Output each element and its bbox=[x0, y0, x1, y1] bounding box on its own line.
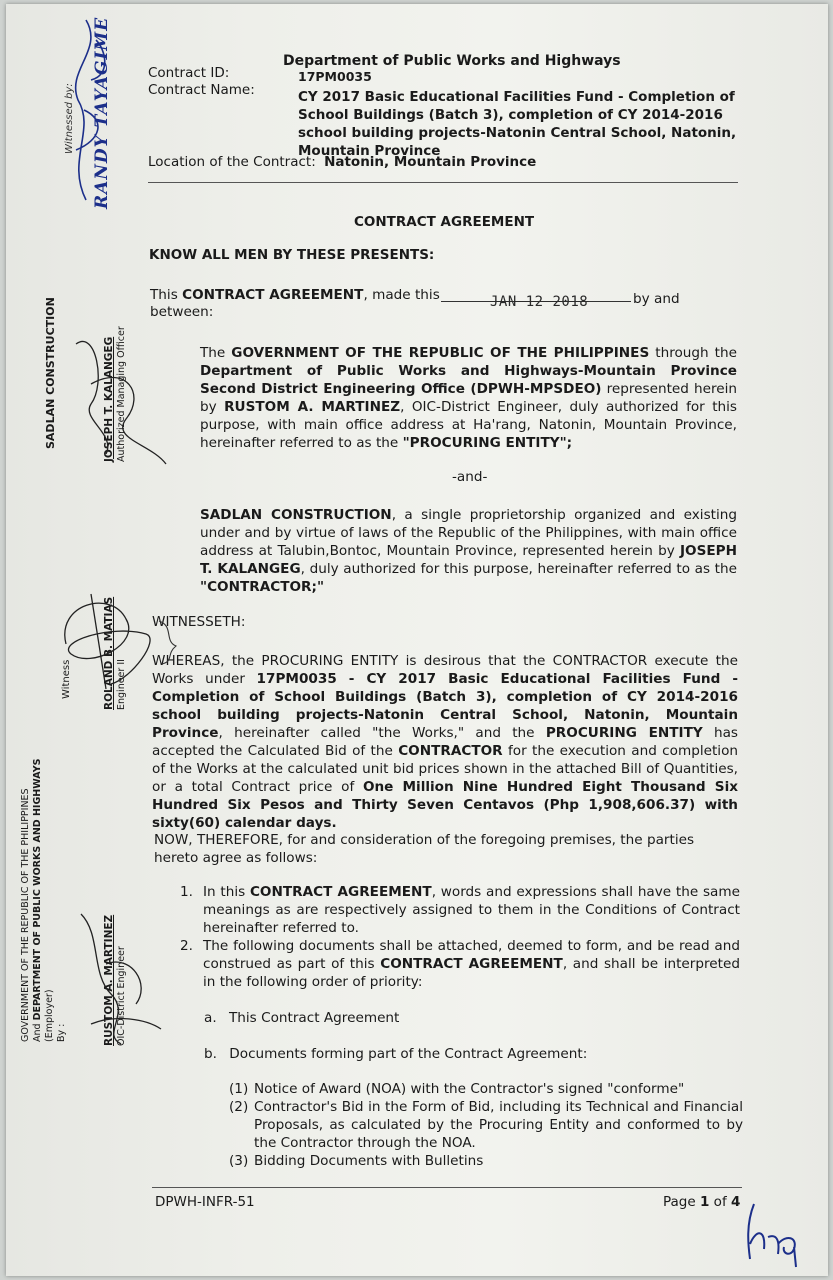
item-text-part: The following documents shall be attached, deemed to form, and be read and construed as part of this bbox=[203, 938, 740, 972]
sub-item-number: b. bbox=[204, 1046, 217, 1062]
page-number: 1 bbox=[699, 1194, 710, 1210]
doc-number: (1) bbox=[229, 1081, 249, 1097]
doc-text: Bidding Documents with Bulletins bbox=[254, 1153, 484, 1169]
rustom-martinez-name: RUSTOM A. MARTINEZ bbox=[103, 914, 115, 1046]
witnesseth-heading: WITNESSETH: bbox=[152, 614, 246, 630]
sub-item-a bbox=[204, 1009, 399, 1027]
document-page bbox=[6, 4, 828, 1276]
contract-id-value: 17PM0035 bbox=[298, 69, 372, 84]
sub-item-b bbox=[204, 1045, 587, 1063]
pe-text: through the bbox=[649, 345, 737, 361]
intro-suffix: by and bbox=[633, 291, 680, 307]
whereas-bold: CONTRACTOR bbox=[398, 743, 503, 759]
contractor-bold: SADLAN CONSTRUCTION bbox=[200, 507, 392, 523]
whereas-text: for the execution and completion of the Works at the calculated unit bid prices shown in the attached Bill of Quantities, or a total Contract price of bbox=[152, 743, 739, 795]
intro-between: between: bbox=[150, 304, 214, 320]
gov-line-2-prefix: And bbox=[32, 1020, 43, 1042]
item-text-part: In this bbox=[203, 884, 250, 900]
gov-line-2-bold: DEPARTMENT OF PUBLIC WORKS AND HIGHWAYS bbox=[32, 758, 43, 1021]
item-bold: CONTRACT AGREEMENT bbox=[249, 884, 432, 900]
sadlan-construction-label: SADLAN CONSTRUCTION bbox=[44, 297, 57, 449]
item-number: 1. bbox=[180, 884, 193, 900]
contract-name-line: school building projects-Natonin Central School, Natonin, bbox=[298, 125, 737, 141]
initial-mark-witnesseth bbox=[154, 616, 184, 666]
contractor-paragraph bbox=[200, 506, 737, 596]
contract-name-line: Mountain Province bbox=[298, 143, 441, 159]
pe-bold: RUSTOM A. MARTINEZ bbox=[224, 399, 401, 415]
sub-item-text: Documents forming part of the Contract Agreement: bbox=[229, 1046, 588, 1062]
item-text-part: , words and expressions shall have the same meanings as are respectively assigned to them in the Conditions of Contract hereinafter referred to. bbox=[203, 884, 740, 936]
gov-line-2 bbox=[32, 759, 43, 1042]
pe-bold: Department of Public Works and Highways-Mountain Province Second District Engineering Office (DPWH-MPSDEO) bbox=[200, 363, 737, 397]
now-therefore-paragraph: NOW, THEREFORE, for and consideration of the foregoing premises, the parties hereto agree as follows: bbox=[154, 832, 695, 866]
joseph-kalangeg-name: JOSEPH T. KALANGEG bbox=[103, 336, 115, 462]
numbered-item bbox=[180, 883, 740, 937]
whereas-bold: One Million Nine Hundred Eight Thousand Six Hundred Six Pesos and Thirty Seven Centavos (Php 1,908,606.37) with sixty(60) calendar days. bbox=[152, 779, 738, 831]
item-number: 2. bbox=[180, 938, 193, 954]
page-prefix: Page bbox=[663, 1194, 700, 1210]
footer-divider bbox=[152, 1187, 742, 1188]
witness-label: Witness bbox=[61, 659, 72, 699]
and-separator: -and- bbox=[452, 469, 488, 485]
contract-name-label: Contract Name: bbox=[148, 82, 255, 98]
know-all-heading: KNOW ALL MEN BY THESE PRESENTS: bbox=[149, 247, 435, 263]
pe-text: , OIC-District Engineer, duly authorized for this purpose, with main office address at Ha'rang, Natonin, Mountain Province, hereinafter referred to as the bbox=[200, 399, 737, 451]
whereas-text: , hereinafter called "the Works," and the bbox=[218, 725, 546, 741]
pe-bold: GOVERNMENT OF THE REPUBLIC OF THE PHILIPPINES bbox=[231, 345, 650, 361]
page-mid: of bbox=[709, 1194, 731, 1210]
joseph-kalangeg-title: Authorized Managing Officer bbox=[116, 326, 127, 462]
item-text bbox=[203, 937, 740, 991]
witness-handwritten-name: RANDY TAYAGIME bbox=[92, 16, 112, 209]
pe-bold: "PROCURING ENTITY"; bbox=[402, 435, 573, 451]
document-title: CONTRACT AGREEMENT bbox=[354, 214, 535, 230]
item-text bbox=[203, 883, 740, 937]
item-text-part: , and shall be interpreted in the following order of priority: bbox=[203, 956, 740, 990]
joseph-signature bbox=[66, 324, 176, 474]
location-label: Location of the Contract: bbox=[148, 154, 316, 170]
doc-number: (2) bbox=[229, 1099, 249, 1115]
department-heading: Department of Public Works and Highways bbox=[283, 53, 621, 69]
intro-bold: CONTRACT AGREEMENT bbox=[182, 287, 364, 303]
rustom-signature bbox=[61, 904, 171, 1054]
intro-prefix: This bbox=[150, 287, 183, 303]
contract-name-line: CY 2017 Basic Educational Facilities Fund - Completion of bbox=[298, 89, 735, 105]
doc-list-item bbox=[229, 1080, 743, 1098]
date-stamp: JAN 12 2018 bbox=[490, 294, 589, 310]
whereas-text: WHEREAS, the PROCURING ENTITY is desirous that the CONTRACTOR execute the Works under bbox=[152, 653, 738, 687]
roland-signature bbox=[51, 584, 171, 694]
whereas-paragraph bbox=[152, 652, 738, 832]
contract-name-value bbox=[298, 88, 768, 160]
procuring-entity-paragraph bbox=[200, 344, 737, 452]
gov-line-1: GOVERNMENT OF THE REPUBLIC OF THE PHILIPPINES bbox=[20, 788, 31, 1042]
whereas-bold: 17PM0035 - CY 2017 Basic Educational Facilities Fund - Completion of School Buildings (Batch 3), completion of CY 2014-2016 school building projects-Natonin Central School, Natonin, Mountain Province bbox=[152, 671, 738, 741]
contractor-text: , duly authorized for this purpose, hereinafter referred to as the bbox=[300, 561, 737, 577]
doc-list-item bbox=[229, 1098, 743, 1152]
doc-text: Contractor's Bid in the Form of Bid, including its Technical and Financial Proposals, as calculated by the Procuring Entity and conformed to by the Contractor through the NOA. bbox=[254, 1099, 743, 1151]
doc-text: Notice of Award (NOA) with the Contractor's signed "conforme" bbox=[254, 1081, 685, 1097]
form-code: DPWH-INFR-51 bbox=[155, 1194, 255, 1210]
gov-line-4: By : bbox=[56, 1023, 67, 1042]
pe-text: represented herein by bbox=[200, 381, 737, 415]
roland-matias-name: ROLAND B. MATIAS bbox=[103, 596, 115, 710]
page-initials bbox=[736, 1199, 816, 1269]
rustom-martinez-title: OIC-District Engineer bbox=[116, 946, 127, 1046]
witnessed-by-label: Witnessed by: bbox=[64, 83, 75, 154]
numbered-item bbox=[180, 937, 740, 991]
contractor-text: , a single proprietorship organized and existing under and by virtue of laws of the Republic of the Philippines, with main office address at Talubin,Bontoc, Mountain Province, represented herein by bbox=[200, 507, 737, 559]
item-bold: CONTRACT AGREEMENT bbox=[380, 956, 563, 972]
contractor-bold: JOSEPH T. KALANGEG bbox=[200, 543, 737, 577]
doc-number: (3) bbox=[229, 1153, 249, 1169]
doc-list-item bbox=[229, 1152, 743, 1170]
page-total: 4 bbox=[731, 1194, 741, 1210]
whereas-bold: PROCURING ENTITY bbox=[545, 725, 703, 741]
pe-text: The bbox=[200, 345, 232, 361]
header-divider bbox=[148, 182, 738, 183]
contractor-bold: "CONTRACTOR;" bbox=[200, 579, 325, 595]
witness-signature bbox=[56, 10, 126, 210]
intro-middle: , made this bbox=[363, 287, 440, 303]
whereas-text: has accepted the Calculated Bid of the bbox=[152, 725, 739, 759]
gov-line-3: (Employer) bbox=[44, 989, 55, 1042]
sub-item-text: This Contract Agreement bbox=[228, 1010, 400, 1026]
page-indicator bbox=[663, 1194, 740, 1210]
location-row bbox=[148, 154, 536, 170]
roland-matias-title: Engineer II bbox=[116, 659, 127, 710]
sub-item-number: a. bbox=[204, 1010, 217, 1026]
contract-name-line: School Buildings (Batch 3), completion of CY 2014-2016 bbox=[298, 107, 723, 123]
location-value: Natonin, Mountain Province bbox=[324, 154, 537, 170]
contract-id-label: Contract ID: bbox=[148, 65, 230, 81]
